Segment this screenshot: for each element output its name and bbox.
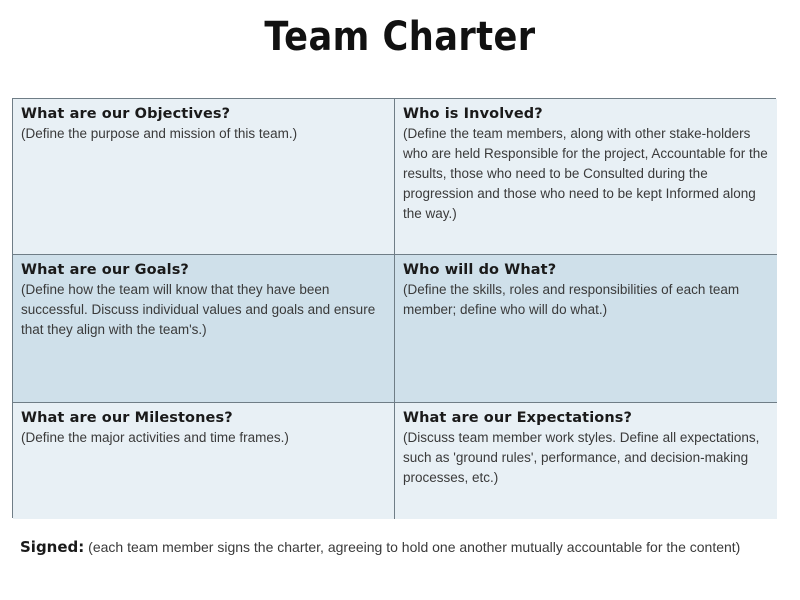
expectations-text: (Discuss team member work styles. Define all expectations, such as 'ground rules', performance, and decision-making processes, etc.) — [403, 430, 760, 485]
expectations-cell — [395, 403, 777, 519]
page-title: Team Charter — [264, 14, 536, 60]
signed-text: (each team member signs the charter, agreeing to hold one another mutually accountable for the content) — [88, 539, 741, 555]
who-does-what-heading: Who will do What? — [403, 262, 557, 278]
milestones-heading: What are our Milestones? — [21, 410, 233, 426]
goals-text: (Define how the team will know that they have been successful. Discuss individual values and goals and ensure that they align with the team's.) — [21, 282, 376, 337]
goals-heading: What are our Goals? — [21, 262, 189, 278]
objectives-text: (Define the purpose and mission of this team.) — [21, 126, 298, 141]
milestones-cell — [13, 403, 395, 519]
goals-cell — [13, 255, 395, 403]
signed-note — [20, 540, 780, 555]
involved-cell — [395, 99, 777, 255]
who-does-what-text: (Define the skills, roles and responsibilities of each team member; define who will do what.) — [403, 282, 740, 317]
objectives-heading: What are our Objectives? — [21, 106, 231, 122]
objectives-cell — [13, 99, 395, 255]
milestones-text: (Define the major activities and time frames.) — [21, 430, 289, 445]
involved-heading: Who is Involved? — [403, 106, 543, 122]
involved-text: (Define the team members, along with other stake-holders who are held Responsible for the project, Accountable for the results, those who need to be Consulted during the progression and those who need to be kept Informed along the way.) — [403, 126, 768, 221]
expectations-heading: What are our Expectations? — [403, 410, 632, 426]
signed-label: Signed: — [20, 538, 85, 556]
charter-table — [12, 98, 776, 518]
who-does-what-cell — [395, 255, 777, 403]
